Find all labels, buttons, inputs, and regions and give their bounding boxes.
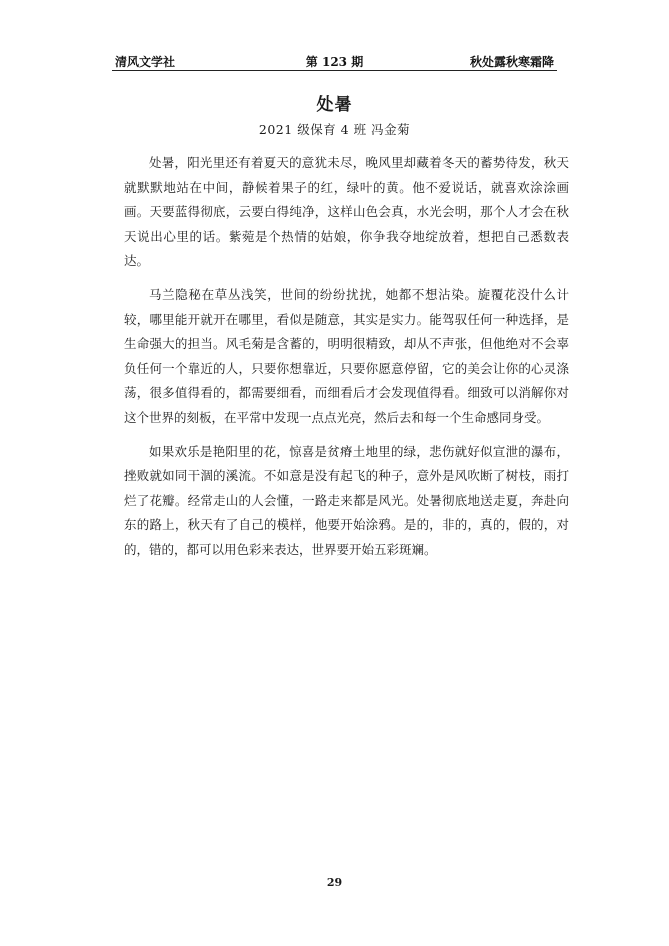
article-paragraph-2: 马兰隐秘在草丛浅笑，世间的纷纷扰扰，她都不想沾染。旋覆花没什么计较，哪里能开就开在哪里，看似是随意，其实是实力。能驾驭任何一种选择，是生命强大的担当。风毛菊是含蓄的，明明很精致，却从不声张，但他绝对不会辜负任何一个靠近的人，只要你想靠近，只要你愿意停留，它的美会让你的心灵涤荡，很多值得看的，都需要细看，而细看后才会发现值得看。细致可以消解你对这个世界的刻板，在平常中发现一点点光亮，然后去和每一个生命感同身受。	[124, 286, 569, 425]
article-title: 处暑	[316, 95, 353, 115]
article-byline: 2021 级保育 4 班 冯金菊	[258, 122, 411, 137]
article-body	[124, 151, 569, 572]
header-section-title: 秋处露秋寒霜降	[469, 55, 554, 69]
article-paragraph-3: 如果欢乐是艳阳里的花，惊喜是贫瘠土地里的绿，悲伤就好似宣泄的瀑布，挫败就如同干涸的溪流。不如意是没有起飞的种子，意外是风吹断了树枝，雨打烂了花瓣。经常走山的人会懂，一路走来都是风光。处暑彻底地送走夏，奔赴向东的路上，秋天有了自己的模样，他要开始涂鸦。是的，非的，真的，假的，对的，错的，都可以用色彩来表达，世界要开始五彩斑斓。	[124, 443, 569, 557]
article-paragraph-1: 处暑，阳光里还有着夏天的意犹未尽，晚风里却藏着冬天的蓄势待发，秋天就默默地站在中间，静候着果子的红，绿叶的黄。他不爱说话，就喜欢涂涂画画。天要蓝得彻底，云要白得纯净，这样山色会真，水光会明，那个人才会在秋天说出心里的话。紫菀是个热情的姑娘，你争我夺地绽放着，想把自己悉数表达。	[124, 155, 569, 269]
header-publication-name: 清风文学社	[115, 55, 176, 69]
header-issue-number: 第 123 期	[305, 55, 364, 69]
page-header	[112, 50, 557, 70]
page-number: 29	[326, 876, 343, 889]
header-divider	[112, 70, 557, 71]
